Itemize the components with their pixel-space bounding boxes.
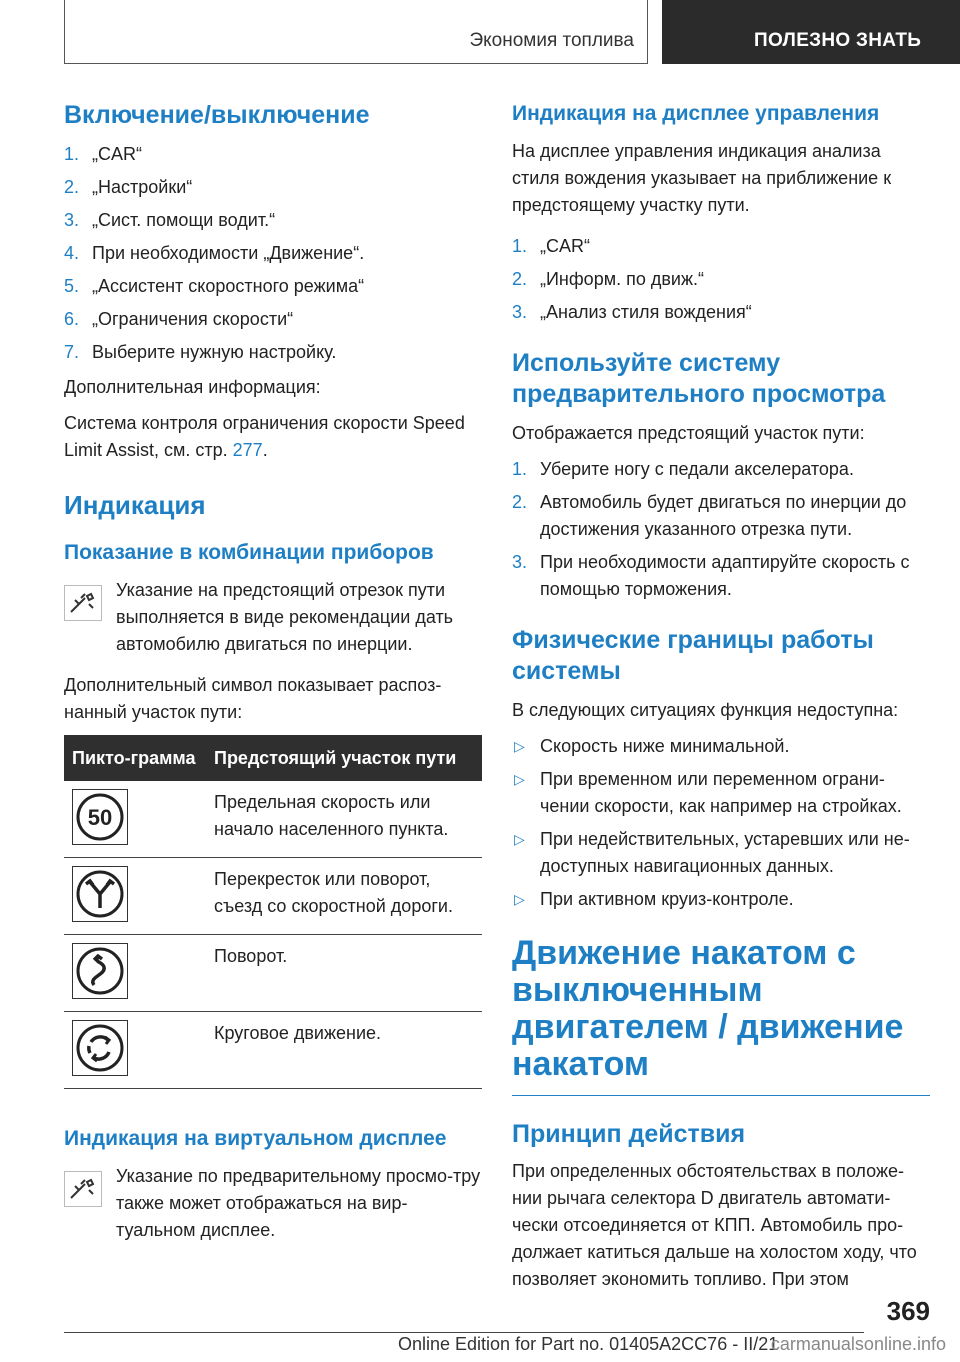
list-item (512, 299, 930, 326)
curve-icon (72, 943, 128, 999)
step-text: „Ассистент скоростного режима“ (92, 276, 365, 296)
limit-text: При активном круиз-контроле. (540, 889, 794, 909)
table-row (64, 935, 482, 1012)
heading-display: Индикация (64, 490, 206, 520)
principle-paragraph: При определенных обстоятельствах в положе-нии рычага селектора D двигатель автомати-чески отсоединяется от КПП. Автомобиль про-должает катиться дальше на холостом ходу, что позволяет экономить топливо. При этом (512, 1161, 917, 1289)
list-item (512, 766, 930, 820)
bullet-triangle-icon: ▷ (514, 891, 525, 907)
roundabout-icon (72, 1020, 128, 1076)
step-number: 1. (512, 236, 528, 256)
list-item (512, 233, 930, 260)
row-text: Поворот. (206, 935, 482, 1012)
reference-paragraph (64, 410, 482, 464)
step-text: При необходимости адаптируйте скорость с помощью торможения. (540, 552, 910, 599)
bullet-triangle-icon: ▷ (514, 831, 525, 847)
list-item (64, 273, 482, 300)
list-item (512, 886, 930, 913)
preview-paragraph: Отображается предстоящий участок пути: (512, 423, 865, 443)
bullet-triangle-icon: ▷ (514, 738, 525, 754)
step-text: „Сист. помощи водит.“ (92, 210, 276, 230)
list-item (512, 266, 930, 293)
step-number: 4. (64, 243, 80, 263)
table-header-pictogram: Пикто-грамма (64, 735, 206, 781)
table-row (64, 858, 482, 935)
heading-preview: Используйте систему предварительного просмотра (512, 349, 886, 408)
page-number: 369 (886, 1296, 930, 1326)
steps-list-settings (64, 141, 482, 366)
step-text: „Анализ стиля вождения“ (540, 302, 752, 322)
step-number: 2. (512, 269, 528, 289)
footer-divider (64, 1332, 864, 1333)
step-text: „CAR“ (92, 144, 142, 164)
list-item (64, 207, 482, 234)
heading-principle: Принцип действия (512, 1120, 746, 1148)
speed-limit-value: 50 (87, 805, 113, 830)
note-cluster (64, 577, 482, 658)
note-virtual (64, 1163, 482, 1244)
watermark: carmanualsonline.info (770, 1334, 946, 1354)
step-number: 7. (64, 342, 80, 362)
step-text: Выберите нужную настройку. (92, 342, 337, 362)
reference-end: . (262, 440, 268, 460)
header-section-title: Экономия топлива (469, 30, 634, 51)
step-number: 1. (512, 459, 528, 479)
steps-list-control (512, 233, 930, 326)
note-icon (64, 1171, 102, 1207)
list-item (64, 306, 482, 333)
limit-text: При временном или переменном ограни-чении скорости, как например на стройках. (540, 769, 902, 816)
heading-cluster: Показание в комбинации приборов (64, 541, 434, 564)
right-column (512, 100, 930, 1302)
step-number: 6. (64, 309, 80, 329)
note-virtual-text: Указание по предварительному просмо-тру также может отображаться на вир-туальном дисплее. (116, 1166, 481, 1240)
list-item (64, 174, 482, 201)
more-info-label: Дополнительная информация: (64, 377, 321, 397)
limit-text: Скорость ниже минимальной. (540, 736, 790, 756)
step-number: 3. (512, 302, 528, 322)
list-item (64, 240, 482, 267)
chapter-label: ПОЛЕЗНО ЗНАТЬ (754, 30, 922, 51)
step-text: Автомобиль будет двигаться по инерции до достижения указанного отрезка пути. (540, 492, 907, 539)
reference-text: Система контроля ограничения скорости Speed Limit Assist, см. стр. (64, 413, 465, 460)
step-text: „Настройки“ (92, 177, 193, 197)
table-row (64, 1012, 482, 1089)
limits-paragraph: В следующих ситуациях функция недоступна: (512, 700, 899, 720)
list-item (64, 339, 482, 366)
step-number: 5. (64, 276, 80, 296)
list-item (512, 826, 930, 880)
list-item (512, 489, 930, 543)
limits-list (512, 733, 930, 913)
row-text: Круговое движение. (206, 1012, 482, 1089)
limit-text: При недействительных, устаревших или не-доступных навигационных данных. (540, 829, 910, 876)
note-icon (64, 585, 102, 621)
list-item (512, 733, 930, 760)
steps-list-preview (512, 456, 930, 603)
row-text: Перекресток или поворот, съезд со скоростной дороги. (206, 858, 482, 935)
list-item (512, 549, 930, 603)
note-cluster-text: Указание на предстоящий отрезок пути выполняется в виде рекомендации дать автомобилю двигаться по инерции. (116, 580, 454, 654)
row-text: Предельная скорость или начало населенного пункта. (206, 781, 482, 858)
footer-edition: Online Edition for Part no. 01405A2CC76 - II/21 (398, 1334, 779, 1354)
header-chapter-tab[interactable] (662, 0, 960, 64)
list-item (64, 141, 482, 168)
control-paragraph: На дисплее управления индикация анализа стиля вождения указывает на приближение к предстоящему участку пути. (512, 141, 892, 215)
step-text: „Ограничения скорости“ (92, 309, 294, 329)
heading-virtual: Индикация на виртуальном дисплее (64, 1127, 447, 1150)
table-header-section: Предстоящий участок пути (206, 735, 482, 781)
junction-icon (72, 866, 128, 922)
step-text: При необходимости „Движение“. (92, 243, 365, 263)
step-text: „CAR“ (540, 236, 590, 256)
list-item (512, 456, 930, 483)
step-number: 2. (512, 492, 528, 512)
section-title-coasting: Движение накатом с выключенным двигателем / движение накатом (512, 935, 930, 1096)
step-number: 2. (64, 177, 80, 197)
step-text: „Информ. по движ.“ (540, 269, 704, 289)
left-column (64, 100, 482, 1256)
speed-limit-50-icon (72, 789, 128, 845)
step-number: 1. (64, 144, 80, 164)
step-number: 3. (512, 552, 528, 572)
step-number: 3. (64, 210, 80, 230)
heading-control-display: Индикация на дисплее управления (512, 102, 880, 125)
bullet-triangle-icon: ▷ (514, 771, 525, 787)
pictogram-table (64, 735, 482, 1089)
heading-on-off: Включение/выключение (64, 101, 370, 129)
table-row (64, 781, 482, 858)
symbol-paragraph: Дополнительный символ показывает распоз-нанный участок пути: (64, 675, 442, 722)
step-text: Уберите ногу с педали акселератора. (540, 459, 854, 479)
page-reference-link[interactable]: 277 (232, 440, 263, 460)
heading-limits: Физические границы работы системы (512, 626, 874, 685)
